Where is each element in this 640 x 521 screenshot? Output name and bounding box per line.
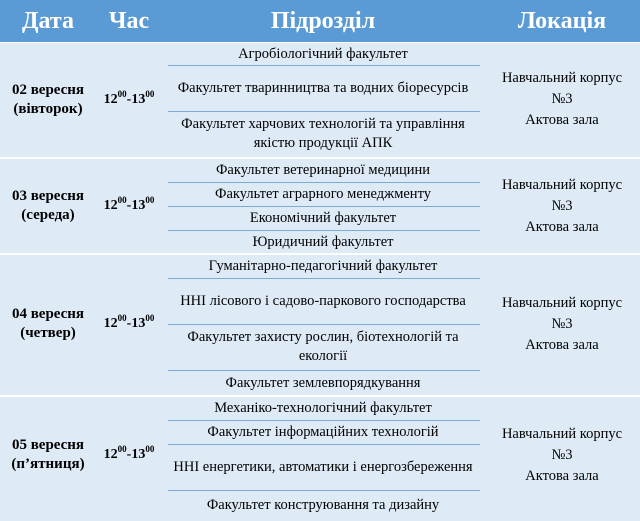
time-cell: $12^{00}-13^{00}$	[103, 313, 155, 331]
header-location: Локація	[517, 8, 607, 34]
location-cell: Навчальний корпус №3 Актова зала	[501, 295, 623, 353]
time-cell: $12^{00}-13^{00}$	[103, 195, 155, 213]
unit-item: Факультет інформаційних технологій	[207, 423, 439, 440]
unit-item: Факультет аграрного менеджменту	[215, 185, 431, 202]
weekday-label: (п’ятниця)	[11, 456, 85, 472]
date-cell	[0, 187, 96, 225]
weekday-label: (четвер)	[20, 325, 76, 341]
time-cell: $12^{00}-13^{00}$	[103, 444, 155, 462]
location-cell: Навчальний корпус №3 Актова зала	[501, 426, 623, 484]
unit-item: Юридичний факультет	[252, 233, 394, 250]
location-cell: Навчальний корпус №3 Актова зала	[501, 70, 623, 128]
unit-item: Факультет конструювання та дизайну	[206, 496, 440, 513]
time-cell: $12^{00}-13^{00}$	[103, 89, 155, 107]
unit-item: Механіко-технологічний факультет	[214, 399, 432, 416]
unit-item: ННІ лісового і садово-паркового господарства	[180, 292, 466, 309]
header-date: Дата	[22, 8, 74, 34]
unit-item: Факультет тваринництва та водних біоресурсів	[177, 79, 469, 96]
unit-item: Факультет землевпорядкування	[225, 374, 421, 391]
unit-item: Гуманітарно-педагогічний факультет	[208, 257, 438, 274]
date-cell	[0, 81, 96, 119]
date-label: 04 вересня	[11, 306, 85, 322]
unit-item: Агробіологічний факультет	[238, 45, 408, 62]
unit-item: ННІ енергетики, автоматики і енергозбереження	[173, 458, 473, 475]
unit-item: Економічний факультет	[249, 209, 397, 226]
header-time: Час	[108, 8, 150, 34]
weekday-label: (вівторок)	[13, 101, 83, 117]
date-cell	[0, 436, 96, 474]
unit-item: Факультет ветеринарної медицини	[215, 161, 431, 178]
location-cell: Навчальний корпус №3 Актова зала	[501, 177, 623, 235]
date-label: 02 вересня	[11, 82, 85, 98]
date-cell	[0, 305, 96, 343]
unit-item: Факультет харчових технологій та управління якістю продукції АПК	[181, 116, 465, 151]
header-unit: Підрозділ	[270, 8, 376, 34]
date-label: 03 вересня	[11, 188, 85, 204]
date-label: 05 вересня	[11, 437, 85, 453]
weekday-label: (середа)	[21, 207, 75, 223]
unit-item: Факультет захисту рослин, біотехнологій та екології	[187, 329, 459, 364]
